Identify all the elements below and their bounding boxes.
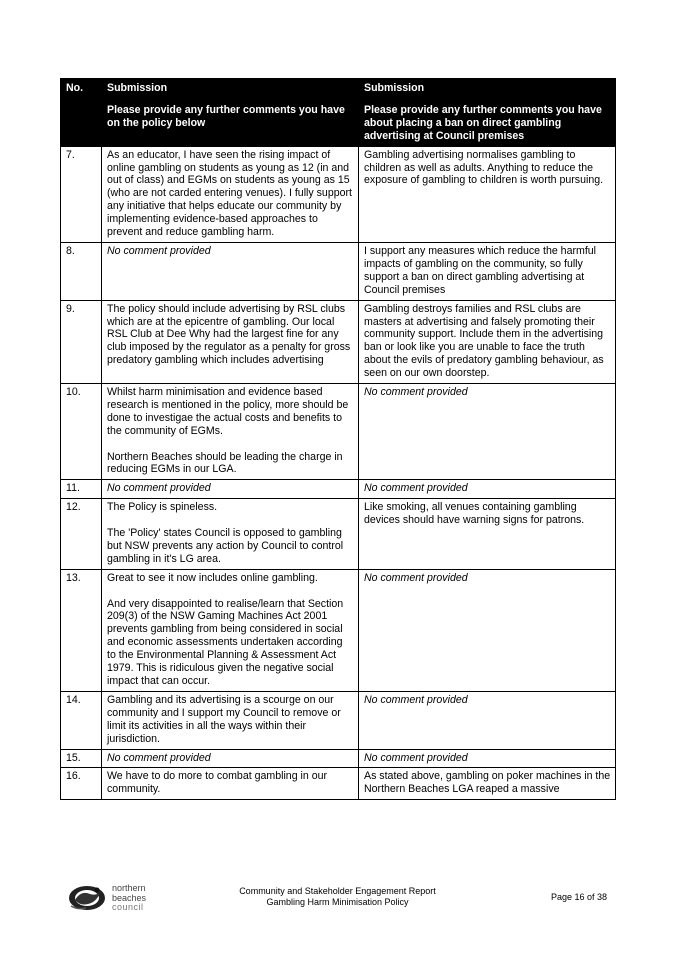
- submission-cell-1: [102, 480, 359, 499]
- submission-cell-1: [102, 242, 359, 300]
- submissions-table: [60, 78, 616, 800]
- submission-text: No comment provided: [364, 386, 468, 399]
- submission-cell-1: [102, 768, 359, 800]
- row-number: 15.: [61, 749, 102, 768]
- submission-text: Gambling destroys families and RSL clubs are masters at advertising and falsely promoting their community support. Include them in the advertising ban or look like you are unable to face the truth about the evils of predatory gambling behaviour, as seen on our own doorstep.: [364, 302, 604, 380]
- table-row: [61, 242, 616, 300]
- submission-cell-2: [359, 569, 616, 691]
- table-body: [61, 146, 616, 800]
- table-row: [61, 146, 616, 242]
- submission-text: We have to do more to combat gambling in our community.: [107, 770, 328, 796]
- submission-cell-2: [359, 384, 616, 480]
- submission-text: The policy should include advertising by RSL clubs which are at the epicentre of gambling. Our local RSL Club at Dee Why had the largest fine for any club imposed by the regulator as a penalty for gross predatory gambling which includes advertising: [107, 302, 351, 367]
- row-number: 7.: [61, 146, 102, 242]
- submission-text: No comment provided: [107, 244, 211, 257]
- submission-cell-2: [359, 768, 616, 800]
- submission-cell-2: [359, 300, 616, 383]
- submission-cell-1: [102, 569, 359, 691]
- brand-line-3: council: [112, 902, 144, 912]
- submission-text: I support any measures which reduce the harmful impacts of gambling on the community, so fully support a ban on direct gambling advertising at Council premises: [364, 244, 597, 296]
- header-question-1: Please provide any further comments you have on the policy below: [102, 98, 359, 146]
- submission-text: Whilst harm minimisation and evidence based research is mentioned in the policy, more should be done to investigae the actual costs and benefits to the community of EGMs.: [107, 386, 349, 437]
- header-submission-2: Submission: [359, 79, 616, 99]
- submission-text: No comment provided: [364, 482, 468, 495]
- table-row: [61, 569, 616, 691]
- submission-cell-1: [102, 499, 359, 570]
- submission-cell-2: [359, 146, 616, 242]
- submission-cell-1: [102, 300, 359, 383]
- submission-text: Gambling advertising normalises gambling to children as well as adults. Anything to reduce the exposure of gambling to children is worth pursuing.: [364, 148, 604, 187]
- header-question-2: Please provide any further comments you have about placing a ban on direct gambling advertising at Council premises: [359, 98, 616, 146]
- row-number: 10.: [61, 384, 102, 480]
- footer-title-line-1: Community and Stakeholder Engagement Report: [239, 886, 436, 896]
- submission-cell-2: [359, 691, 616, 749]
- brand-line-2: beaches: [112, 892, 147, 903]
- submission-cell-2: [359, 242, 616, 300]
- table-row: [61, 499, 616, 570]
- submission-cell-1: [102, 146, 359, 242]
- submission-cell-2: [359, 499, 616, 570]
- submission-text: The Policy is spineless.: [107, 501, 218, 514]
- table-row: [61, 691, 616, 749]
- submission-cell-2: [359, 480, 616, 499]
- row-number: 12.: [61, 499, 102, 570]
- header-submission-1: Submission: [102, 79, 359, 99]
- submission-cell-1: [102, 749, 359, 768]
- table-row: [61, 768, 616, 800]
- submission-text: As an educator, I have seen the rising impact of online gambling on students as young as 12 (in and out of class) and EGMs on students as young as 15 (who are not carded entering venues). I fully support any initiative that helps educate our community by implementing evidence-based approaches to prevent and reduce gambling harm.: [107, 148, 352, 239]
- submission-text: Gambling and its advertising is a scourge on our community and I support my Council to remove or limit its activities in all the ways within their jurisdiction.: [107, 693, 341, 745]
- submission-text: No comment provided: [364, 693, 468, 706]
- submission-text: No comment provided: [364, 751, 468, 764]
- footer-title-line-2: Gambling Harm Minimisation Policy: [266, 897, 409, 907]
- submission-text: Northern Beaches should be leading the charge in reducing EGMs in our LGA.: [107, 450, 343, 476]
- row-number: 11.: [61, 480, 102, 499]
- submission-cell-1: [102, 691, 359, 749]
- header-no: No.: [61, 79, 102, 99]
- brand-line-1: northern: [112, 883, 146, 893]
- table-row: [61, 300, 616, 383]
- table-row: [61, 749, 616, 768]
- submission-text: No comment provided: [364, 571, 468, 584]
- row-number: 8.: [61, 242, 102, 300]
- page-number: Page 16 of 38: [550, 892, 607, 902]
- table-row: [61, 384, 616, 480]
- submission-text: And very disappointed to realise/learn that Section 209(3) of the NSW Gaming Machines Act 2001 prevents gambling from being considered in social and economic assessments undertaken according to the Environmental Planning & Assessment Act 1979. This is ridiculous given the negative social impact that can occur.: [107, 597, 344, 688]
- submission-text: Great to see it now includes online gambling.: [107, 571, 318, 584]
- submission-text: No comment provided: [107, 751, 211, 764]
- header-no-blank: [61, 98, 102, 146]
- row-number: 16.: [61, 768, 102, 800]
- row-number: 9.: [61, 300, 102, 383]
- page-footer: [0, 870, 675, 930]
- submission-cell-1: [102, 384, 359, 480]
- submission-text: No comment provided: [107, 482, 211, 495]
- row-number: 13.: [61, 569, 102, 691]
- submission-text: The 'Policy' states Council is opposed to gambling but NSW prevents any action by Council to control gambling in it's LG area.: [107, 527, 344, 565]
- submission-cell-2: [359, 749, 616, 768]
- submission-text: As stated above, gambling on poker machines in the Northern Beaches LGA reaped a massive: [364, 770, 611, 796]
- submission-text: Like smoking, all venues containing gambling devices should have warning signs for patrons.: [364, 501, 585, 527]
- table-row: [61, 480, 616, 499]
- row-number: 14.: [61, 691, 102, 749]
